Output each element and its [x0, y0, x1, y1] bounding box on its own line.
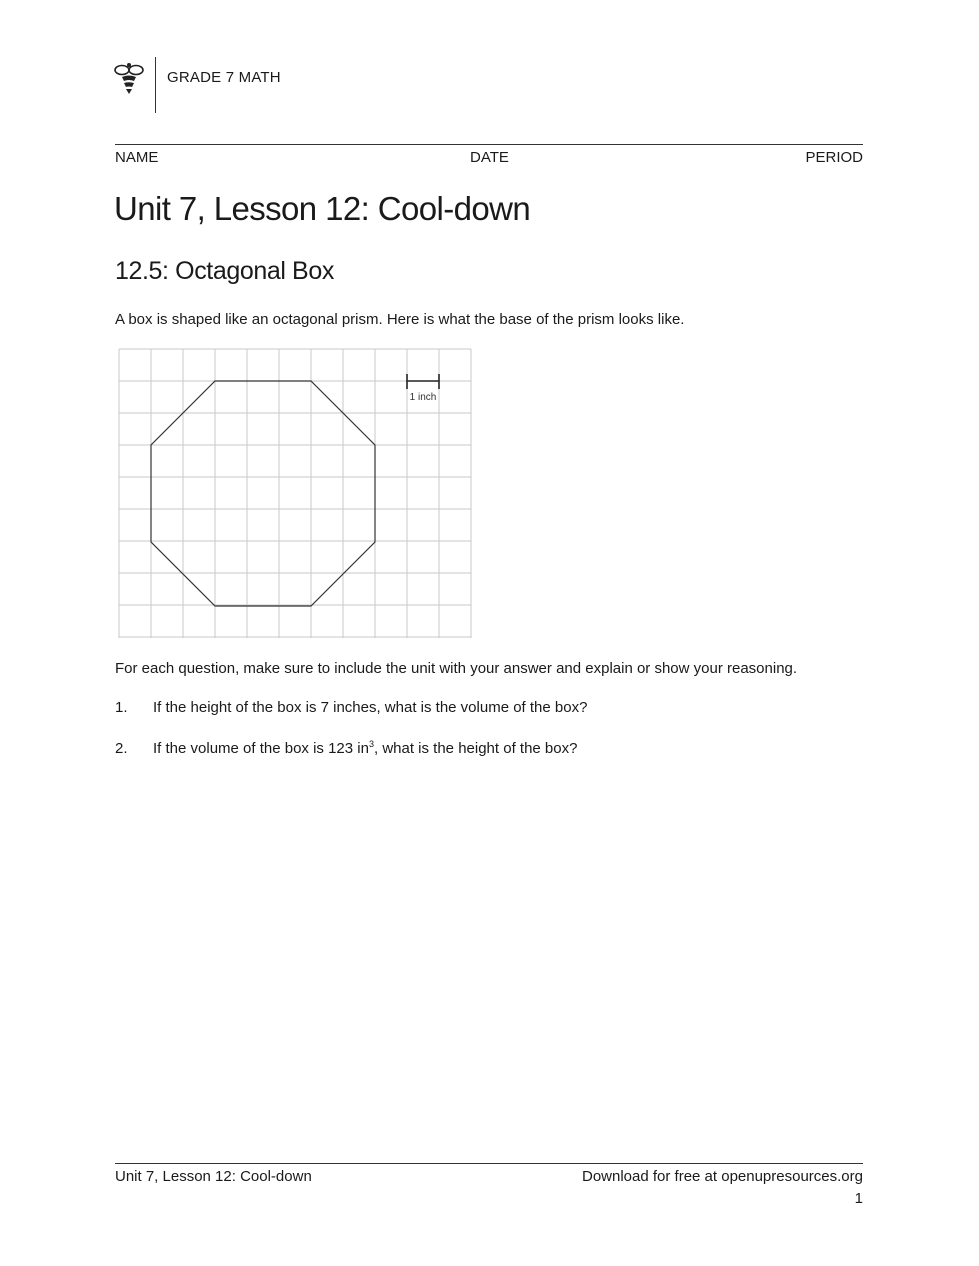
name-field-label: NAME — [115, 149, 159, 166]
page-number: 1 — [854, 1190, 863, 1207]
question-1-number: 1. — [115, 699, 128, 716]
course-label: GRADE 7 MATH — [167, 69, 281, 86]
question-2-superscript: 3 — [368, 739, 374, 749]
section-title: 12.5: Octagonal Box — [115, 257, 334, 285]
question-2-text — [153, 740, 577, 757]
top-rule — [115, 144, 863, 145]
header-divider — [155, 57, 156, 113]
period-field-label: PERIOD — [805, 149, 863, 166]
date-field-label: DATE — [470, 149, 509, 166]
footer-rule — [115, 1163, 863, 1164]
bee-logo-icon — [113, 62, 145, 96]
question-1-text: If the height of the box is 7 inches, what is the volume of the box? — [153, 699, 588, 716]
scale-label: 1 inch — [409, 392, 437, 403]
octagon-shape — [151, 381, 375, 606]
question-2-text-before: If the volume of the box is 123 in — [153, 740, 369, 757]
footer-download: Download for free at openupresources.org — [581, 1168, 863, 1185]
octagon-figure — [117, 348, 473, 640]
question-2-text-after: , what is the height of the box? — [373, 740, 578, 757]
intro-text: A box is shaped like an octagonal prism. Here is what the base of the prism looks like. — [115, 311, 685, 328]
scale-bar — [407, 374, 439, 389]
question-2-number: 2. — [115, 740, 128, 757]
page-title: Unit 7, Lesson 12: Cool-down — [114, 190, 531, 227]
footer-lesson: Unit 7, Lesson 12: Cool-down — [115, 1168, 312, 1185]
instructions-text: For each question, make sure to include the unit with your answer and explain or show your reasoning. — [115, 660, 798, 677]
